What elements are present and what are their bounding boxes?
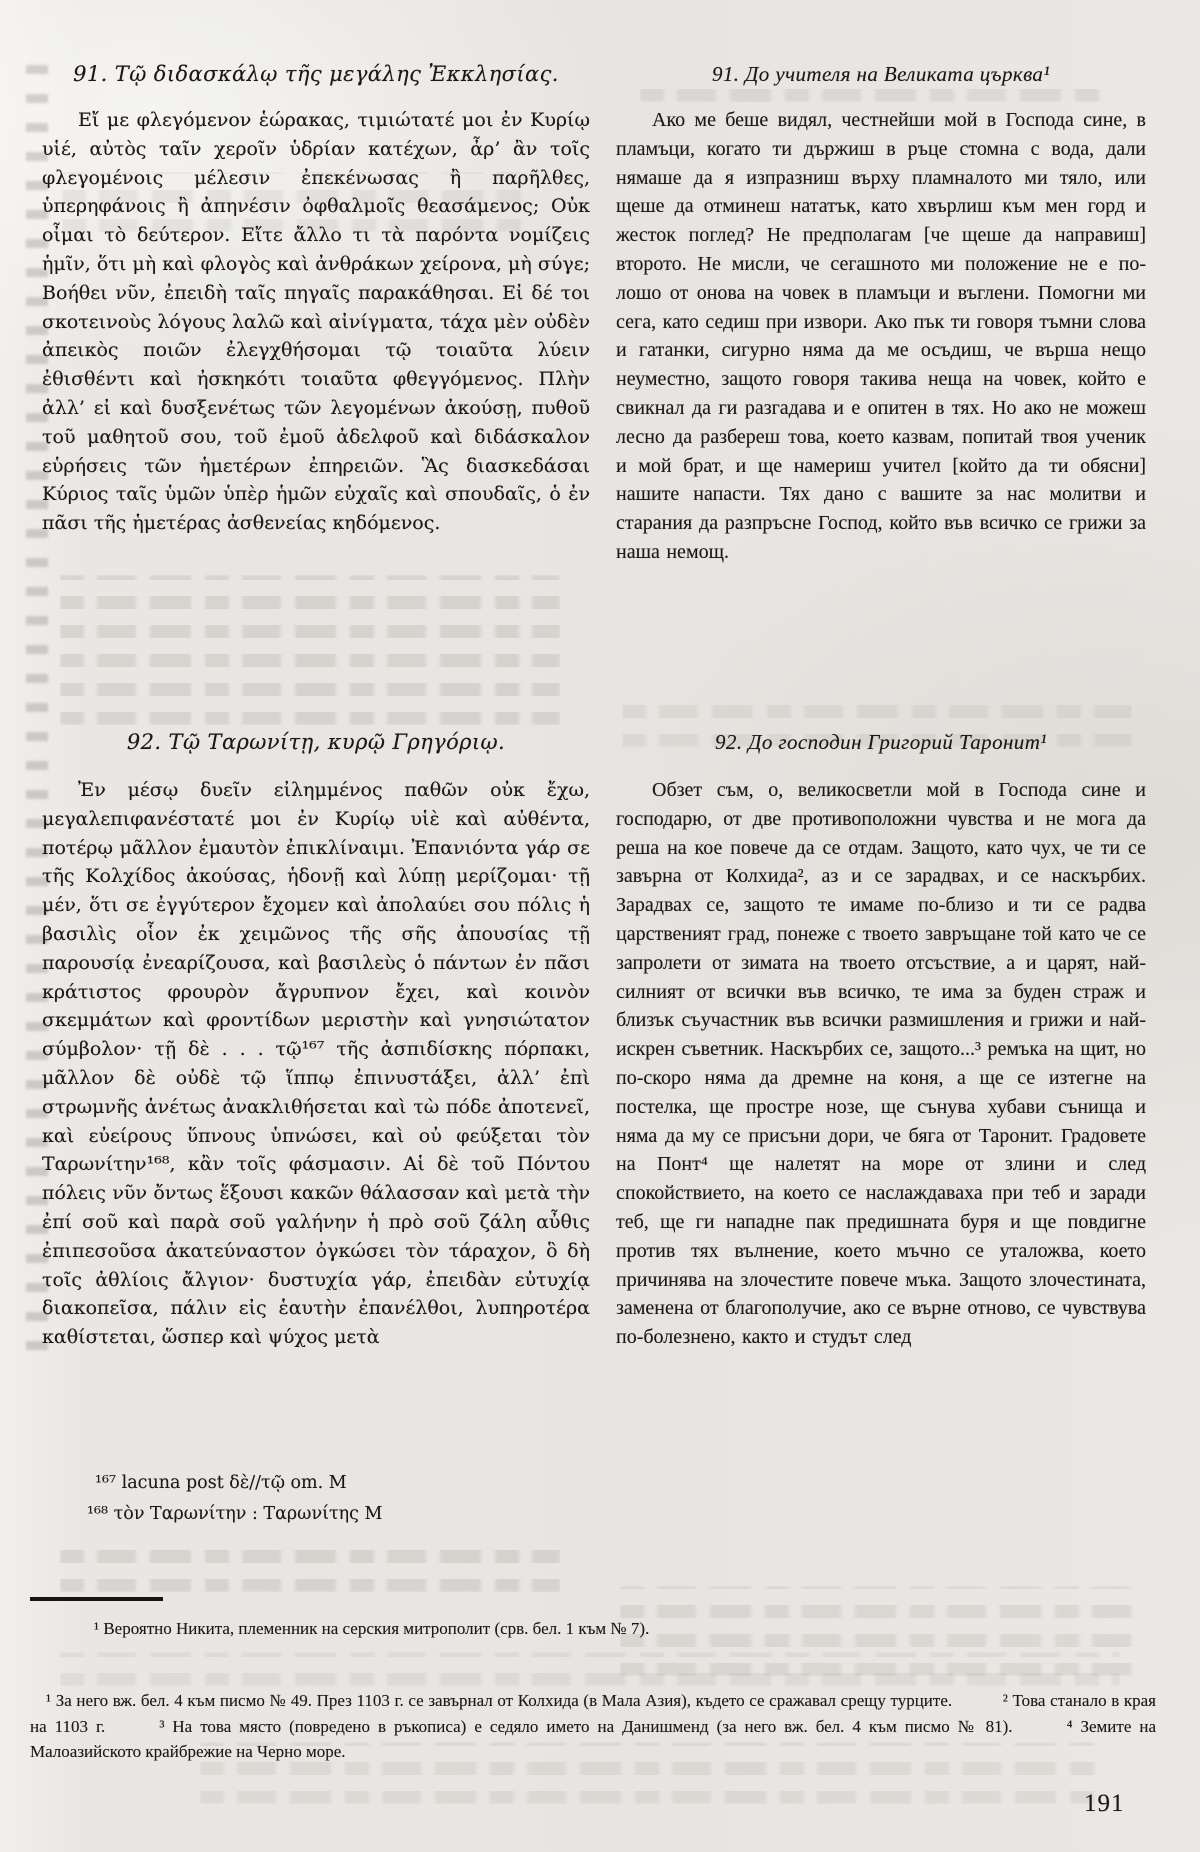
footnote-item-3: ³ На това място (повредено в ръкописа) е седяло името на Данишменд (за него вж. бел. 4 към писмо № 81). (159, 1716, 1013, 1736)
footnote-item-4: ⁴ Земите на Малоазийското крайбрежие на Черно море. (30, 1716, 1157, 1761)
letter-92-footnotes (30, 1688, 1156, 1765)
letter-91-footnote: ¹ Вероятно Никита, племенник на серския митрополит (срв. бел. 1 към № 7). (94, 1619, 650, 1638)
bulgarian-letter-92-body: Обзет съм, о, великосветли мой в Господа сине и господарю, от две противоположни чувства и не мога да реша на кое повече да се отдам. Защото, като чух, че ти се завърна от Колхида², аз и се зарадвах, и се наскърбих. Зарадвах се, защото те имаме по-близо и ти се радва царственият град, понеже с твоето завръщане той като че се запролети от зимата на твоето отсъствие, а и царят, най-силният от всички във всичко, те има за буден страж и близък съучастник във всички размишления и грижи и най-искрен съветник. Наскърбих се, защото...³ ремъка на щит, но по-скоро няма да дремне на коня, а ще се изтегне на постелка, ще простре нозе, ще сънува хубави сънища и няма да му се присъни дори, че бяга от Таронит. Градовете на Понт⁴ ще налетят на море от злини и след спокойствието, на което се наслаждаваха при теб и заради теб, ще ги нападне пак предишната буря и ще повдигне против тях вълнение, което мъчно се уталожва, което причинява на злочестите повече мъка. Защото злочестината, заменена от благополучие, ако се върне отново, се чувствува по-болезнено, както и студът след (616, 779, 1146, 1349)
bulgarian-letter-92-heading: 92. До господин Григорий Таронит¹ (715, 730, 1047, 754)
bulgarian-letter-91-heading: 91. До учителя на Великата църква¹ (711, 62, 1051, 86)
bleed-through-patch (60, 575, 560, 725)
greek-letter-91-body: Εἴ με φλεγόμενον ἑώρακας, τιμιώτατέ μοι ἐν Κυρίῳ υἱέ, αὐτὸς ταῖν χεροῖν ὑδρίαν κατέχων, ἆρ’ ἂν τοῖς φλεγομένοις μέλεσιν ἐπεκένωσας ἢ παρῆλθες, ὑπερηφάνοις ἢ ἀπηνέσιν ὀφθαλμοῖς θεασάμενος; Οὐκ οἶμαι τὸ δεύτερον. Εἴτε ἄλλο τι τὰ παρόντα νομίζεις ἡμῖν, ὅτι μὴ καὶ φλογὸς καὶ ἀνθράκων χείρονα, μὴ σύγε; Βοήθει νῦν, ἐπειδὴ ταῖς πηγαῖς παρακάθησαι. Εἰ δέ τοι σκοτεινοὺς λόγους λαλῶ καὶ αἰνίγματα, τάχα μὲν οὐδὲν ἀπεικὸς ποιῶν ἐλεγχθήσομαι τῷ τοιαῦτα λύειν ἐθισθέντι καὶ ἠσκηκότι τοιαῦτα φθεγγόμενος. Πλὴν ἀλλ’ εἰ καὶ δυσξενέτως τῶν λεγομένων ἀκούσῃ, πυθοῦ τοῦ μαθητοῦ σου, τοῦ ἐμοῦ ἀδελφοῦ καὶ διδάσκαλον εὑρήσεις τῶν ἡμετέρων ἐπηρειῶν. Ἃς διασκεδάσαι Κύριος ταῖς ὑμῶν ὑπὲρ ἡμῶν εὐχαῖς καὶ σπουδαῖς, ὁ ἐν πᾶσι τῆς ἡμετέρας ἀσθενείας κηδόμενος. (42, 109, 590, 535)
footnote-separator-rule (30, 1597, 163, 1601)
greek-letter-91-heading: 91. Τῷ διδασκάλῳ τῆς μεγάλης Ἐκκλησίας. (73, 62, 559, 86)
greek-letter-92-body: Ἐν μέσῳ δυεῖν εἰλημμένος παθῶν οὐκ ἔχω, μεγαλεπιφανέστατέ μοι ἐν Κυρίῳ υἱὲ καὶ αὐθέντα, ποτέρῳ μᾶλλον ἐμαυτὸν ἐπικλίναιμι. Ἐπανιόντα γάρ σε τῆς Κολχίδος ἀκούσας, ἡδονῇ καὶ λύπῃ μερίζομαι· τῇ μέν, ὅτι σε ἐγγύτερον ἔχομεν καὶ ἀπολαύει σου πόλις ἡ βασιλὶς οἷον ἐκ χειμῶνος τῆς σῆς ἀπουσίας τῇ παρουσίᾳ ἐνεαρίζουσα, καὶ βασιλεὺς ὁ πάντων ἐν πᾶσι κράτιστος φρουρὸν ἄγρυπνον ἔχει, καὶ κοινὸν σκεμμάτων καὶ φροντίδων μεριστὴν καὶ γνησιώτατον σύμβολον· τῇ δὲ . . . τῷ¹⁶⁷ τῆς ἀσπιδίσκης πόρπακι, μᾶλλον δὲ οὐδὲ τῷ ἵππῳ ἐπινυστάξει, ἀλλ’ ἐπὶ στρωμνῆς ἀνέτως ἀνακλιθήσεται καὶ τὼ πόδε ἀποτενεῖ, καὶ εὐείρους ὕπνους ὑπνώσει, καὶ οὐ φεύξεται τὸν Ταρωνίτην¹⁶⁸, κἂν τοῖς φάσμασιν. Αἱ δὲ τοῦ Πόντου πόλεις νῦν ὄντως ἕξουσι κακῶν θάλασσαν καὶ μετὰ τὴν ἐπί σοῦ καὶ παρὰ σοῦ γαλήνην ἡ πρὸ σοῦ ζάλη αὖθις ἐπιπεσοῦσα ἀκατεύναστον ὀγκώσει τὸν τάραχον, ὃ δὴ τοῖς ἀθλίοις ἄλγιον· δυστυχία γάρ, ἐπειδὰν εὐτυχίᾳ διακοπεῖσα, πάλιν εἰς ἑαυτὴν ἐπανέλθοι, λυπηροτέρα καθίστεται, ὥσπερ καὶ ψύχος μετὰ (42, 779, 590, 1349)
critical-apparatus (87, 1468, 590, 1530)
bulgarian-letter-91-body: Ако ме беше видял, честнейши мой в Господа сине, в пламъци, когато ти държиш в ръце стомна с вода, дали нямаше да я изпразниш върху пламналото ми тяло, или щеше да отминеш нататък, като хвърлиш към мен горд и жесток поглед? Не предполагам [че щеше да направиш] второто. Не мисли, че сегашното ми положение не е по-лошо от онова на човек в пламъци и въглени. Помогни ми сега, като седиш при извори. Ако пък ти говоря тъмни слова и гатанки, сигурно няма да ме осъдиш, че върша нещо неуместно, защото говоря такива неща на човек, който е свикнал да ги разгадава и е опитен в тях. Но ако не можеш лесно да разбереш това, което казвам, попитай твоя ученик и мой брат, и ще намериш учител [който да ти обясни] нашите напасти. Тях дано с вашите за нас молитви и старания да разпръсне Господ, който във всичко се грижи за наша немощ. (616, 109, 1146, 563)
bleed-through-patch (60, 1540, 560, 1592)
page-number: 191 (1084, 1790, 1125, 1817)
greek-letter-92-heading: 92. Τῷ Ταρωνίτῃ, κυρῷ Γρηγόριῳ. (126, 730, 506, 754)
apparatus-note-167: ¹⁶⁷ lacuna post δὲ//τῷ om. M (95, 1473, 347, 1493)
footnote-item-2: ² Това станало в края на 1103 г. (30, 1691, 1156, 1736)
footnote-item-1: ¹ За него вж. бел. 4 към писмо № 49. През 1103 г. се завърнал от Колхида (в Мала Азия), където се сражавал срещу турците. (46, 1691, 953, 1710)
bleed-through-patch (60, 1652, 1120, 1686)
apparatus-note-168: ¹⁶⁸ τὸν Ταρωνίτην : Ταρωνίτης M (87, 1504, 383, 1524)
